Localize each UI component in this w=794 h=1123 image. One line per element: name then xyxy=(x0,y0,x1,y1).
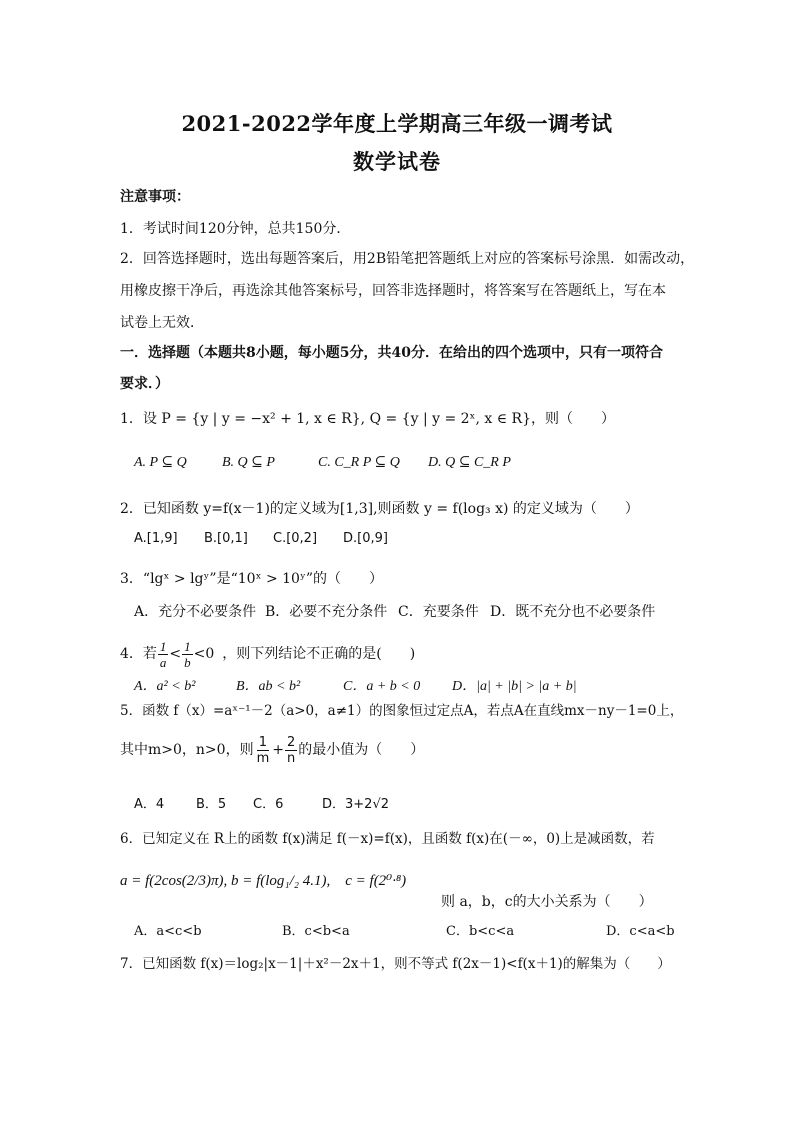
question-5-option-a: A．4 xyxy=(134,797,165,812)
question-5-fraction-2 xyxy=(285,735,297,766)
question-5-suffix: 的最小值为（ ） xyxy=(298,742,425,758)
question-4-option-d: D．|a| + |b| > |a + b| xyxy=(452,679,577,694)
fraction-denominator: n xyxy=(287,750,296,766)
question-6-expressions: a = f(2cos(2/3)π), b = f(log₁/₂ 4.1), c = f(2⁰·⁸) xyxy=(120,873,407,889)
notice-heading: 注意事项： xyxy=(120,189,190,205)
fraction-numerator: 1 xyxy=(184,638,191,654)
question-4-suffix: ，则下列结论不正确的是( ) xyxy=(222,646,416,662)
question-3-option-d: D．既不充分也不必要条件 xyxy=(490,604,656,620)
question-6-option-b: B．c<b<a xyxy=(282,924,350,939)
fraction-denominator: a xyxy=(159,654,167,670)
question-4-stem xyxy=(120,636,415,672)
question-3-stem: 3．“lgˣ > lgʸ”是“10ˣ > 10ʸ”的（ ） xyxy=(120,571,384,587)
question-1-option-b: B. Q ⊆ P xyxy=(222,455,275,470)
question-4-fraction-2 xyxy=(182,639,193,670)
question-2-stem: 2．已知函数 y=f(x－1)的定义域为[1,3],则函数 y = f(log₃ x) 的定义域为（ ） xyxy=(120,501,639,517)
question-5-option-d: D．3+2√2 xyxy=(322,797,389,812)
notice-item-2-line-1: 2．回答选择题时，选出每题答案后，用2B铅笔把答题纸上对应的答案标号涂黑．如需改动， xyxy=(120,251,695,267)
question-7-stem: 7．已知函数 f(x)＝log₂|x－1|＋x²－2x＋1，则不等式 f(2x－1)<f(x＋1)的解集为（ ） xyxy=(120,956,671,972)
notice-item-1: 1．考试时间120分钟，总共150分． xyxy=(120,221,351,237)
fraction-denominator: b xyxy=(184,654,191,670)
section-heading-line-2: 要求．） xyxy=(120,376,169,392)
question-6-option-d: D．c<a<b xyxy=(606,924,675,939)
exam-subtitle: 数学试卷 xyxy=(353,149,441,174)
question-5-option-b: B．5 xyxy=(196,797,227,812)
question-4-less-than: < xyxy=(169,646,182,662)
question-5-plus: + xyxy=(272,742,284,758)
question-1-option-c: C. C_R P ⊆ Q xyxy=(318,455,400,470)
question-4-fraction-1 xyxy=(158,639,169,670)
question-2-option-a: A.[1,9] xyxy=(134,531,178,546)
question-4-prefix: 4．若 xyxy=(120,646,157,662)
question-2-option-b: B.[0,1] xyxy=(204,531,248,546)
notice-item-2-line-2: 用橡皮擦干净后，再选涂其他答案标号，回答非选择题时，将答案写在答题纸上，写在本 xyxy=(120,283,666,299)
question-3-option-a: A．充分不必要条件 xyxy=(134,604,257,620)
question-3-option-b: B．必要不充分条件 xyxy=(265,604,388,620)
question-1-stem: 1．设 P = {y | y = −x² + 1, x ∈ R}, Q = {y | y = 2ˣ, x ∈ R}，则（ ） xyxy=(120,411,615,427)
fraction-numerator: 2 xyxy=(286,734,296,750)
fraction-numerator: 1 xyxy=(258,734,268,750)
question-1-option-d: D. Q ⊆ C_R P xyxy=(428,455,511,470)
question-5-option-c: C．6 xyxy=(253,797,284,812)
question-5-prefix: 其中m>0，n>0，则 xyxy=(120,742,254,758)
question-5-fraction-1 xyxy=(255,735,272,766)
question-6-option-c: C．b<c<a xyxy=(446,924,515,939)
fraction-denominator: m xyxy=(256,750,270,766)
question-4-tail: <0 xyxy=(193,646,215,662)
question-6-option-a: A．a<c<b xyxy=(134,924,202,939)
question-5-line-1: 5．函数 f（x）=aˣ⁻¹－2（a>0，a≠1）的图象恒过定点A，若点A在直线mx－ny－1=0上， xyxy=(120,703,684,719)
question-6-line-1: 6．已知定义在 R上的函数 f(x)满足 f(－x)=f(x)，且函数 f(x)在(－∞，0)上是减函数，若 xyxy=(120,831,655,847)
question-2-option-c: C.[0,2] xyxy=(273,531,318,546)
question-4-option-c: C．a + b < 0 xyxy=(343,679,421,694)
question-4-option-a: A．a² < b² xyxy=(134,679,196,694)
section-heading-line-1: 一．选择题（本题共8小题，每小题5分，共40分．在给出的四个选项中，只有一项符合 xyxy=(120,345,663,361)
exam-title: 2021-2022学年度上学期高三年级一调考试 xyxy=(181,111,613,136)
question-4-option-b: B．ab < b² xyxy=(236,679,301,694)
question-6-line-2-tail: 则 a，b，c的大小关系为（ ） xyxy=(441,894,653,910)
question-3-option-c: C．充要条件 xyxy=(398,604,479,620)
question-2-option-d: D.[0,9] xyxy=(343,531,388,546)
question-5-line-2 xyxy=(120,730,424,770)
question-1-option-a: A. P ⊆ Q xyxy=(134,455,187,470)
fraction-numerator: 1 xyxy=(159,638,167,654)
notice-item-2-line-3: 试卷上无效． xyxy=(120,315,204,331)
